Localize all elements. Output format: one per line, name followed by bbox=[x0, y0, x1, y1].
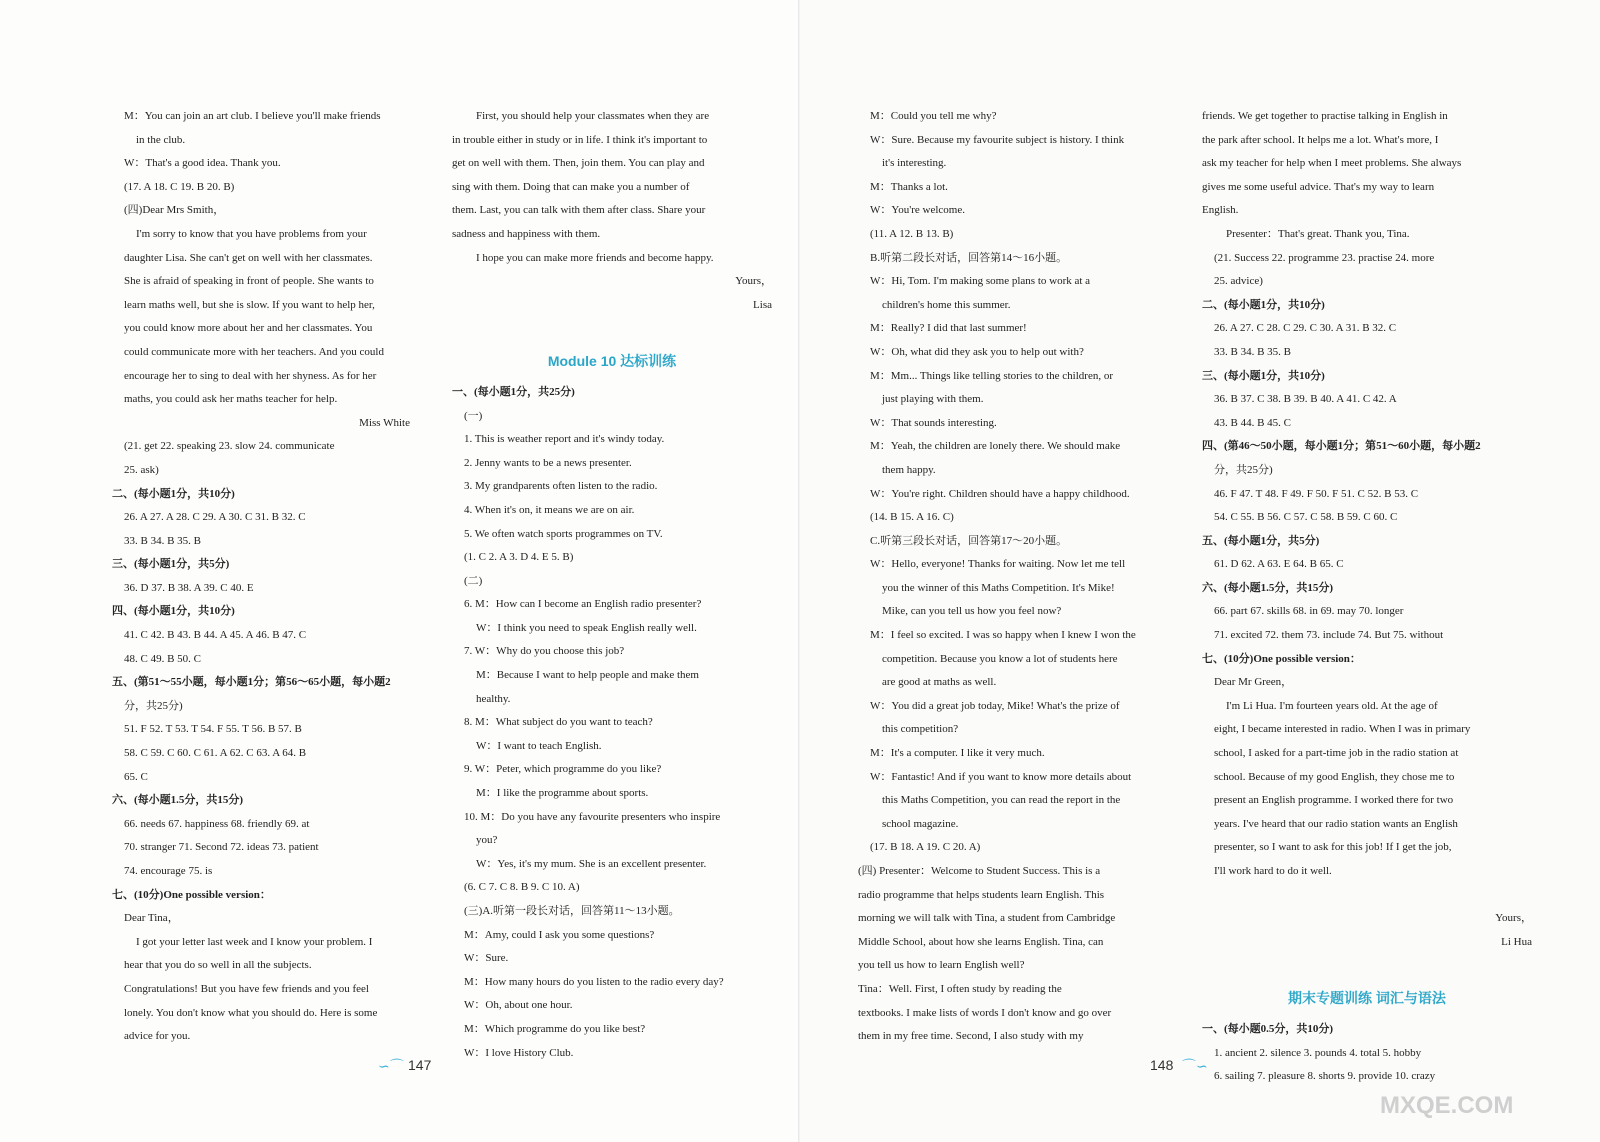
text-line: 25. advice) bbox=[1214, 275, 1263, 288]
text-line: 66. needs 67. happiness 68. friendly 69. at bbox=[124, 817, 310, 830]
text-line: I'll work hard to do it well. bbox=[1214, 865, 1332, 877]
text-line: advice for you. bbox=[124, 1030, 191, 1043]
text-line: 6. M：How can I become an English radio presenter? bbox=[464, 598, 702, 611]
text-line: 74. encourage 75. is bbox=[124, 865, 213, 877]
text-line: W：Oh, what did they ask you to help out with? bbox=[870, 345, 1084, 358]
left-page-column-2 bbox=[452, 105, 772, 1065]
text-line: 2. Jenny wants to be a news presenter. bbox=[464, 456, 632, 469]
text-line: M：Yeah, the children are lonely there. We should make bbox=[870, 440, 1121, 453]
text-line: sadness and happiness with them. bbox=[452, 227, 601, 240]
text-line: encourage her to sing to deal with her shyness. As for her bbox=[124, 369, 377, 382]
text-line: M：It's a computer. I like it very much. bbox=[870, 747, 1045, 760]
text-line: children's home this summer. bbox=[882, 298, 1011, 311]
text-line: W：Sure. Because my favourite subject is history. I think bbox=[870, 133, 1125, 146]
text-line: Middle School, about how she learns English. Tina, can bbox=[858, 935, 1104, 948]
text-line: school, I asked for a part-time job in the radio station at bbox=[1214, 747, 1459, 760]
text-line: 5. We often watch sports programmes on TV. bbox=[464, 527, 663, 540]
text-line: 七、(10分)One possible version： bbox=[112, 888, 271, 901]
text-line: in trouble either in study or in life. I think it's important to bbox=[452, 133, 708, 146]
text-line: W：Oh, about one hour. bbox=[464, 999, 573, 1012]
text-line: 26. A 27. C 28. C 29. C 30. A 31. B 32. C bbox=[1214, 322, 1397, 335]
text-line: First, you should help your classmates when they are bbox=[476, 110, 710, 122]
text-line: W：That's a good idea. Thank you. bbox=[124, 157, 281, 170]
text-line: ask my teacher for help when I meet problems. She always bbox=[1202, 157, 1462, 170]
text-line: 48. C 49. B 50. C bbox=[124, 652, 202, 665]
text-line bbox=[1202, 954, 1532, 978]
text-line: 分，共25分) bbox=[1214, 463, 1273, 476]
text-line: W：You're right. Children should have a happy childhood. bbox=[870, 487, 1130, 500]
text-line: (四) Presenter：Welcome to Student Success. This is a bbox=[858, 865, 1101, 877]
text-line: (11. A 12. B 13. B) bbox=[870, 227, 954, 240]
text-line: 70. stranger 71. Second 72. ideas 73. patient bbox=[124, 841, 319, 854]
text-line: 六、(每小题1.5分，共15分) bbox=[1202, 581, 1334, 594]
text-line: them in my free time. Second, I also study with my bbox=[858, 1030, 1084, 1043]
text-line: 43. B 44. B 45. C bbox=[1214, 416, 1292, 429]
text-line: 分，共25分) bbox=[124, 699, 183, 712]
text-line: it's interesting. bbox=[882, 157, 947, 170]
text-line: (一) bbox=[464, 409, 483, 422]
text-line: 61. D 62. A 63. E 64. B 65. C bbox=[1214, 558, 1344, 571]
text-line: 六、(每小题1.5分，共15分) bbox=[112, 794, 244, 807]
text-line: years. I've heard that our radio station wants an English bbox=[1214, 817, 1458, 830]
text-line: 58. C 59. C 60. C 61. A 62. C 63. A 64. B bbox=[124, 747, 307, 760]
text-line: 54. C 55. B 56. C 57. C 58. B 59. C 60. C bbox=[1214, 511, 1398, 524]
text-line: W：Yes, it's my mum. She is an excellent presenter. bbox=[476, 857, 707, 870]
text-line: the park after school. It helps me a lot. What's more, I bbox=[1202, 133, 1439, 146]
text-line: just playing with them. bbox=[882, 393, 984, 406]
text-line: (1. C 2. A 3. D 4. E 5. B) bbox=[464, 551, 574, 564]
text-line: I'm sorry to know that you have problems from your bbox=[136, 227, 367, 240]
text-line: eight, I became interested in radio. When I was in primary bbox=[1214, 723, 1471, 736]
text-line: lonely. You don't know what you should do. Here is some bbox=[124, 1006, 378, 1019]
text-line: them. Last, you can talk with them after class. Share your bbox=[452, 204, 706, 217]
text-line: (6. C 7. C 8. B 9. C 10. A) bbox=[464, 881, 580, 894]
text-line: 七、(10分)One possible version： bbox=[1202, 652, 1361, 665]
wave-decoration-icon: ⌒∽ bbox=[1182, 1060, 1208, 1075]
text-line: M：Which programme do you like best? bbox=[464, 1022, 646, 1035]
text-line: 三、(每小题1分，共10分) bbox=[1202, 369, 1325, 382]
text-line: present an English programme. I worked there for two bbox=[1214, 794, 1454, 807]
text-line: 二、(每小题1分，共10分) bbox=[112, 487, 235, 500]
text-line bbox=[1202, 884, 1532, 908]
text-line: 8. M：What subject do you want to teach? bbox=[464, 716, 653, 729]
text-line: 36. D 37. B 38. A 39. C 40. E bbox=[124, 581, 254, 594]
page-number-right: 148 bbox=[1150, 1057, 1174, 1073]
text-line: 10. M：Do you have any favourite presenters who inspire bbox=[464, 810, 721, 823]
text-line: (17. B 18. A 19. C 20. A) bbox=[870, 841, 981, 854]
text-line: 五、(第51～55小题，每小题1分；第56～65小题，每小题2 bbox=[112, 676, 391, 689]
text-line: (三)A.听第一段长对话，回答第11～13小题。 bbox=[464, 905, 680, 917]
text-line: 三、(每小题1分，共5分) bbox=[112, 558, 230, 571]
text-line: 9. W：Peter, which programme do you like? bbox=[464, 763, 662, 776]
text-line: Mike, can you tell us how you feel now? bbox=[882, 605, 1062, 618]
text-line: school magazine. bbox=[882, 817, 959, 830]
text-line: W：I love History Club. bbox=[464, 1046, 574, 1059]
text-line: 1. ancient 2. silence 3. pounds 4. total 5. hobby bbox=[1214, 1046, 1422, 1059]
text-line: 四、(每小题1分，共10分) bbox=[112, 605, 235, 618]
text-line: maths, you could ask her maths teacher for help. bbox=[124, 393, 338, 406]
text-line: English. bbox=[1202, 204, 1239, 217]
text-line: 四、(第46～50小题，每小题1分；第51～60小题，每小题2 bbox=[1202, 440, 1481, 453]
text-line: M：Really? I did that last summer! bbox=[870, 322, 1027, 335]
right-page-column-2 bbox=[1202, 105, 1532, 1089]
text-line: 66. part 67. skills 68. in 69. may 70. longer bbox=[1214, 605, 1404, 618]
right-page bbox=[800, 0, 1600, 1142]
text-line: friends. We get together to practise talking in English in bbox=[1202, 110, 1448, 122]
text-line: W：That sounds interesting. bbox=[870, 416, 997, 429]
text-line: B.听第二段长对话，回答第14～16小题。 bbox=[870, 251, 1068, 264]
text-line: are good at maths as well. bbox=[882, 676, 997, 689]
text-line: M：Because I want to help people and make them bbox=[476, 669, 699, 682]
text-line: them happy. bbox=[882, 463, 936, 476]
text-line: M：Amy, could I ask you some questions? bbox=[464, 928, 655, 941]
text-line: 五、(每小题1分，共5分) bbox=[1202, 534, 1320, 547]
text-line: W：You did a great job today, Mike! What's the prize of bbox=[870, 699, 1120, 712]
text-line: 4. When it's on, it means we are on air. bbox=[464, 503, 635, 516]
text-line: (二) bbox=[464, 574, 483, 587]
text-line: you could know more about her and her classmates. You bbox=[124, 322, 373, 335]
text-line: Congratulations! But you have few friends and you feel bbox=[124, 982, 369, 995]
text-line: 36. B 37. C 38. B 39. B 40. A 41. C 42. A bbox=[1214, 393, 1397, 406]
text-line: school. Because of my good English, they chose me to bbox=[1214, 770, 1455, 783]
text-line: 6. sailing 7. pleasure 8. shorts 9. provide 10. crazy bbox=[1214, 1070, 1436, 1083]
text-line: M：You can join an art club. I believe you'll make friends bbox=[124, 110, 381, 122]
text-line: W：Hi, Tom. I'm making some plans to work at a bbox=[870, 275, 1091, 288]
text-line: gives me some useful advice. That's my way to learn bbox=[1202, 180, 1435, 193]
text-line: you tell us how to learn English well? bbox=[858, 959, 1025, 972]
wave-decoration-icon: ∽⌒ bbox=[378, 1060, 404, 1075]
text-line: 3. My grandparents often listen to the radio. bbox=[464, 480, 658, 493]
page-number-left: 147 bbox=[408, 1057, 432, 1073]
text-line: daughter Lisa. She can't get on well with her classmates. bbox=[124, 251, 373, 264]
text-line: 7. W：Why do you choose this job? bbox=[464, 645, 625, 658]
text-line bbox=[452, 317, 772, 341]
text-line: 33. B 34. B 35. B bbox=[1214, 345, 1292, 358]
text-line: healthy. bbox=[476, 692, 511, 705]
text-line: competition. Because you know a lot of students here bbox=[882, 652, 1118, 665]
text-line: in the club. bbox=[136, 133, 186, 146]
text-line: She is afraid of speaking in front of people. She wants to bbox=[124, 275, 374, 288]
text-line: W：You're welcome. bbox=[870, 204, 965, 217]
text-line: morning we will talk with Tina, a student from Cambridge bbox=[858, 912, 1116, 925]
text-line: M：Could you tell me why? bbox=[870, 110, 997, 122]
text-line: I got your letter last week and I know your problem. I bbox=[136, 935, 373, 948]
text-line: M：I like the programme about sports. bbox=[476, 787, 649, 800]
text-line: 1. This is weather report and it's windy today. bbox=[464, 433, 665, 446]
text-line: Lisa bbox=[753, 298, 772, 311]
text-line: Yours， bbox=[735, 275, 772, 288]
text-line: 一、(每小题0.5分，共10分) bbox=[1202, 1022, 1334, 1035]
watermark: MXQE.COM bbox=[1380, 1092, 1514, 1119]
text-line: Miss White bbox=[359, 416, 410, 429]
text-line: get on well with them. Then, join them. You can play and bbox=[452, 157, 705, 170]
text-line: W：Hello, everyone! Thanks for waiting. Now let me tell bbox=[870, 558, 1126, 571]
text-line: presenter, so I want to ask for this job! If I get the job, bbox=[1214, 841, 1452, 854]
text-line: this competition? bbox=[882, 723, 959, 736]
text-line: (17. A 18. C 19. B 20. B) bbox=[124, 180, 235, 193]
text-line: 71. excited 72. them 73. include 74. But 75. without bbox=[1214, 629, 1444, 642]
text-line: could communicate more with her teachers. And you could bbox=[124, 345, 384, 358]
text-line: 65. C bbox=[124, 770, 148, 783]
text-line: Dear Tina， bbox=[124, 912, 179, 925]
text-line: this Maths Competition, you can read the report in the bbox=[882, 794, 1121, 807]
text-line: Yours， bbox=[1495, 912, 1532, 925]
text-line: W：Sure. bbox=[464, 952, 509, 965]
text-line: (21. get 22. speaking 23. slow 24. communicate bbox=[124, 440, 335, 453]
text-line: 一、(每小题1分，共25分) bbox=[452, 385, 575, 398]
text-line: (四)Dear Mrs Smith， bbox=[124, 204, 225, 217]
text-line: you? bbox=[476, 834, 498, 847]
text-line: Dear Mr Green， bbox=[1214, 676, 1293, 689]
text-line: radio programme that helps students learn English. This bbox=[858, 888, 1105, 901]
text-line: M：Thanks a lot. bbox=[870, 180, 948, 193]
left-page-column-1 bbox=[112, 105, 410, 1049]
text-line: Tina：Well. First, I often study by reading the bbox=[858, 982, 1062, 995]
text-line: Presenter：That's great. Thank you, Tina. bbox=[1226, 227, 1410, 240]
text-line: 26. A 27. A 28. C 29. A 30. C 31. B 32. C bbox=[124, 511, 306, 524]
text-line: 51. F 52. T 53. T 54. F 55. T 56. B 57. B bbox=[124, 723, 302, 736]
text-line: 25. ask) bbox=[124, 463, 159, 476]
text-line: 46. F 47. T 48. F 49. F 50. F 51. C 52. B 53. C bbox=[1214, 487, 1419, 500]
text-line: I'm Li Hua. I'm fourteen years old. At the age of bbox=[1226, 699, 1438, 712]
text-line: you the winner of this Maths Competition. It's Mike! bbox=[882, 581, 1115, 594]
text-line: 期末专题训练 词汇与语法 bbox=[1288, 989, 1446, 1006]
text-line: hear that you do so well in all the subjects. bbox=[124, 959, 312, 972]
text-line: W：I think you need to speak English really well. bbox=[476, 621, 697, 634]
text-line: M：I feel so excited. I was so happy when I knew I won the bbox=[870, 629, 1136, 642]
text-line: M：How many hours do you listen to the radio every day? bbox=[464, 975, 724, 988]
text-line: learn maths well, but she is slow. If you want to help her, bbox=[124, 298, 375, 311]
text-line: 33. B 34. B 35. B bbox=[124, 534, 202, 547]
text-line: 41. C 42. B 43. B 44. A 45. A 46. B 47. C bbox=[124, 629, 307, 642]
text-line: W：I want to teach English. bbox=[476, 739, 602, 752]
text-line: sing with them. Doing that can make you a number of bbox=[452, 180, 690, 193]
text-line: Module 10 达标训练 bbox=[547, 352, 677, 369]
text-line: M：Mm... Things like telling stories to the children, or bbox=[870, 369, 1113, 382]
right-page-column-1 bbox=[858, 105, 1180, 1049]
text-line: I hope you can make more friends and become happy. bbox=[476, 251, 714, 264]
text-line: (21. Success 22. programme 23. practise 24. more bbox=[1214, 251, 1435, 264]
text-line: 二、(每小题1分，共10分) bbox=[1202, 298, 1325, 311]
text-line: W：Fantastic! And if you want to know more details about bbox=[870, 770, 1132, 783]
text-line: Li Hua bbox=[1501, 935, 1532, 948]
text-line: C.听第三段长对话，回答第17～20小题。 bbox=[870, 534, 1068, 547]
text-line: textbooks. I make lists of words I don't know and go over bbox=[858, 1006, 1112, 1019]
text-line: (14. B 15. A 16. C) bbox=[870, 511, 954, 524]
